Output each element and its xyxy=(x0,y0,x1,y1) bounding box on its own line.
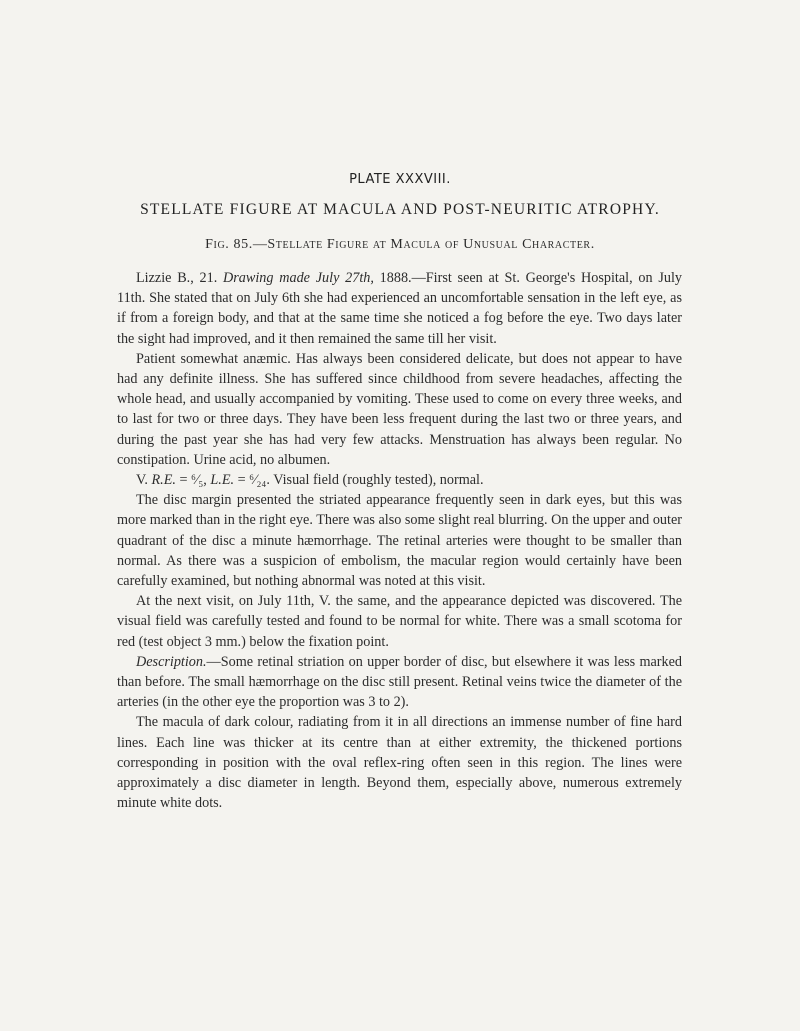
page-title: STELLATE FIGURE AT MACULA AND POST-NEURITIC ATROPHY. xyxy=(140,201,660,218)
figure-number: Fig. 85. xyxy=(205,237,253,252)
description-text: —Some retinal striation on upper border of disc, but elsewhere it was less marked than before. The small hæmorrhage on the disc still present. Retinal veins twice the diameter of the arteries (in the other eye the proportion was 3 to 2). xyxy=(117,653,682,711)
paragraph-vision xyxy=(117,470,682,490)
paragraph-macula: The macula of dark colour, radiating from it in all directions an immense number of fine hard lines. Each line was thicker at its centre than at either extremity, the thickened portions corresponding in position with the oval reflex-ring often seen in this region. The lines were approximately a disc diameter in length. Beyond them, especially above, numerous extremely minute white dots. xyxy=(117,714,682,812)
right-eye-value: = ⁶⁄₅, xyxy=(175,472,211,489)
vision-label: V. xyxy=(136,472,152,489)
paragraph-description xyxy=(117,652,682,713)
figure-caption xyxy=(0,237,800,253)
figure-caption-dash: — xyxy=(252,237,268,252)
plate-label: PLATE XXXVIII. xyxy=(349,172,451,187)
description-label: Description. xyxy=(136,653,207,670)
right-eye-label: R.E. xyxy=(151,472,176,489)
patient-name: Lizzie B., 21. xyxy=(136,270,224,286)
history-text: 1888.—First seen at St. George's Hospital, on July 11th. She stated that on July 6th she had experienced an uncomfortable sensation in the left eye, as if from a foreign body, and that at the same time she noticed a fog before the eye. Two days later the sight had improved, and it then remained the same till her visit. xyxy=(117,270,682,347)
paragraph-general-health: Patient somewhat anæmic. Has always been considered delicate, but does not appear to have had any definite illness. She has suffered since childhood from severe headaches, affecting the whole head, and usually accompanied by vomiting. These used to come on every three weeks, and to last for two or three days. They have been less frequent during the last two or three years, and during the past year she has had very few attacks. Menstruation has always been regular. No constipation. Urine acid, no albumen. xyxy=(117,350,682,468)
left-eye-label: L.E. xyxy=(210,472,235,489)
left-eye-value: = ⁶⁄₂₄. xyxy=(234,472,270,489)
visual-field-text: Visual field (roughly tested), normal. xyxy=(269,472,484,489)
paragraph-history xyxy=(117,268,682,349)
drawing-date: Drawing made July 27th, xyxy=(223,270,374,286)
paragraph-next-visit: At the next visit, on July 11th, V. the same, and the appearance depicted was discovered. The visual field was carefully tested and found to be normal for white. There was a small scotoma for red (test object 3 mm.) below the fixation point. xyxy=(117,593,682,650)
figure-caption-text: Stellate Figure at Macula of Unusual Character. xyxy=(267,237,595,252)
paragraph-disc-findings: The disc margin presented the striated appearance frequently seen in dark eyes, but this was more marked than in the right eye. There was also some slight real blurring. On the upper and outer quadrant of the disc a minute hæmorrhage. The retinal arteries were thought to be smaller than normal. As there was a suspicion of embolism, the macular region would certainly have been carefully examined, but nothing abnormal was noted at this visit. xyxy=(117,492,682,590)
case-report-body xyxy=(117,268,682,813)
